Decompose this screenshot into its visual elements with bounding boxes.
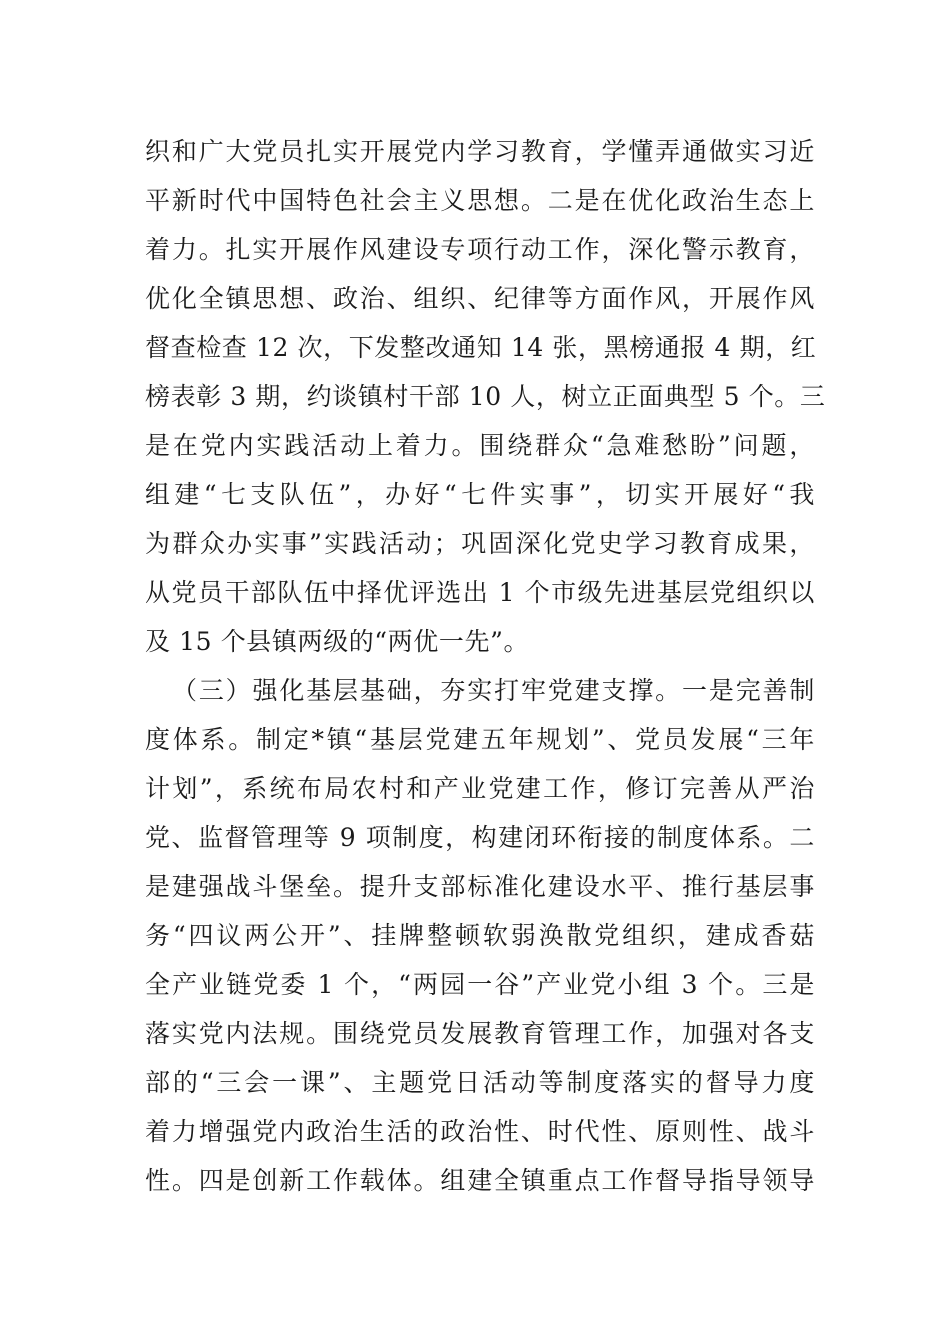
text-line: 从党员干部队伍中择优评选出 1 个市级先进基层党组织以 [145,578,815,607]
text-line: 是在党内实践活动上着力。围绕群众“急难愁盼”问题， [145,431,815,460]
text-line: 全产业链党委 1 个，“两园一谷”产业党小组 3 个。三是 [145,970,815,999]
body-text [145,127,826,1205]
text-line: 落实党内法规。围绕党员发展教育管理工作，加强对各支 [145,1019,815,1048]
text-line: 织和广大党员扎实开展党内学习教育，学懂弄通做实习近 [145,137,815,166]
text-line: 务“四议两公开”、挂牌整顿软弱涣散党组织，建成香菇 [145,921,815,950]
text-line: 党、监督管理等 9 项制度，构建闭环衔接的制度体系。二 [145,823,815,852]
text-line: 部的“三会一课”、主题党日活动等制度落实的督导力度 [145,1068,815,1097]
text-line: 平新时代中国特色社会主义思想。二是在优化政治生态上 [145,186,815,215]
section-heading-line: （三）强化基层基础，夯实打牢党建支撑。一是完善制 [172,676,815,705]
text-line: 督查检查 12 次，下发整改通知 14 张，黑榜通报 4 期，红 [145,333,817,362]
text-line: 度体系。制定*镇“基层党建五年规划”、党员发展“三年 [145,725,815,754]
text-line: 组建“七支队伍”，办好“七件实事”，切实开展好“我 [145,480,815,509]
text-line: 计划”，系统布局农村和产业党建工作，修订完善从严治 [145,774,815,803]
text-line: 着力增强党内政治生活的政治性、时代性、原则性、战斗 [145,1117,815,1146]
text-line: 为群众办实事”实践活动；巩固深化党史学习教育成果， [145,529,815,558]
text-line: 优化全镇思想、政治、组织、纪律等方面作风，开展作风 [145,284,815,313]
text-line: 及 15 个县镇两级的“两优一先”。 [145,627,530,656]
text-line: 榜表彰 3 期，约谈镇村干部 10 人，树立正面典型 5 个。三 [145,382,826,411]
text-line: 是建强战斗堡垒。提升支部标准化建设水平、推行基层事 [145,872,815,901]
text-line: 着力。扎实开展作风建设专项行动工作，深化警示教育， [145,235,815,264]
text-line: 性。四是创新工作载体。组建全镇重点工作督导指导领导 [145,1166,815,1195]
